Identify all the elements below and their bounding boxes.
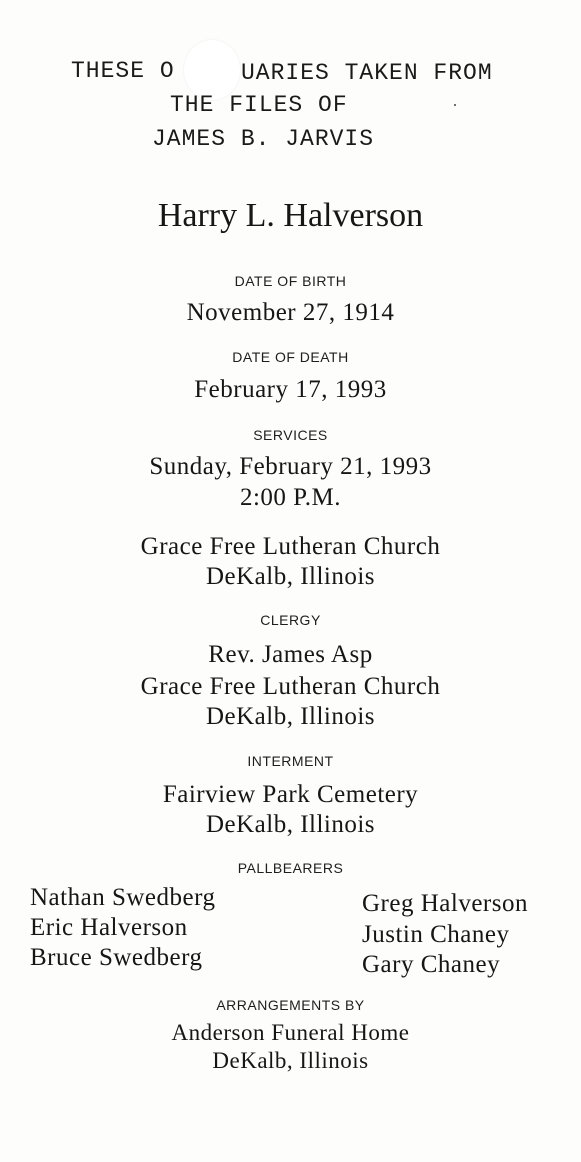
- services-label: SERVICES: [253, 427, 328, 443]
- speck: [454, 104, 456, 106]
- clergy-label: CLERGY: [260, 612, 321, 628]
- clergy-church: Grace Free Lutheran Church: [140, 673, 441, 700]
- pallbearer-left-2: Eric Halverson: [30, 914, 188, 941]
- date-of-death-value: February 17, 1993: [194, 376, 387, 403]
- header-line2: THE FILES OF: [170, 92, 348, 118]
- arrangements-name: Anderson Funeral Home: [171, 1020, 410, 1045]
- interment-city: DeKalb, Illinois: [205, 811, 376, 838]
- punch-hole: [184, 40, 240, 100]
- pallbearer-left-3: Bruce Swedberg: [30, 944, 203, 971]
- header-line3: JAMES B. JARVIS: [152, 126, 375, 152]
- services-city: DeKalb, Illinois: [205, 563, 376, 590]
- services-time: 2:00 P.M.: [239, 484, 342, 511]
- pallbearer-right-3: Gary Chaney: [362, 951, 501, 978]
- header-line1-left: THESE O: [71, 58, 175, 84]
- deceased-name: Harry L. Halverson: [157, 197, 424, 234]
- header-line1-right: UARIES TAKEN FROM: [241, 60, 493, 86]
- services-date: Sunday, February 21, 1993: [149, 453, 432, 480]
- interment-label: INTERMENT: [247, 753, 334, 769]
- date-of-birth-value: November 27, 1914: [186, 299, 395, 326]
- date-of-birth-label: DATE OF BIRTH: [234, 273, 347, 289]
- pallbearer-right-2: Justin Chaney: [362, 921, 510, 948]
- arrangements-label: ARRANGEMENTS BY: [216, 997, 365, 1013]
- services-place: Grace Free Lutheran Church: [140, 533, 441, 560]
- clergy-city: DeKalb, Illinois: [205, 703, 376, 730]
- interment-place: Fairview Park Cemetery: [162, 781, 419, 808]
- clergy-name: Rev. James Asp: [208, 641, 373, 668]
- pallbearers-label: PALLBEARERS: [237, 860, 344, 876]
- arrangements-city: DeKalb, Illinois: [212, 1048, 369, 1073]
- pallbearer-right-1: Greg Halverson: [362, 890, 528, 917]
- date-of-death-label: DATE OF DEATH: [232, 349, 349, 365]
- pallbearer-left-1: Nathan Swedberg: [30, 884, 216, 911]
